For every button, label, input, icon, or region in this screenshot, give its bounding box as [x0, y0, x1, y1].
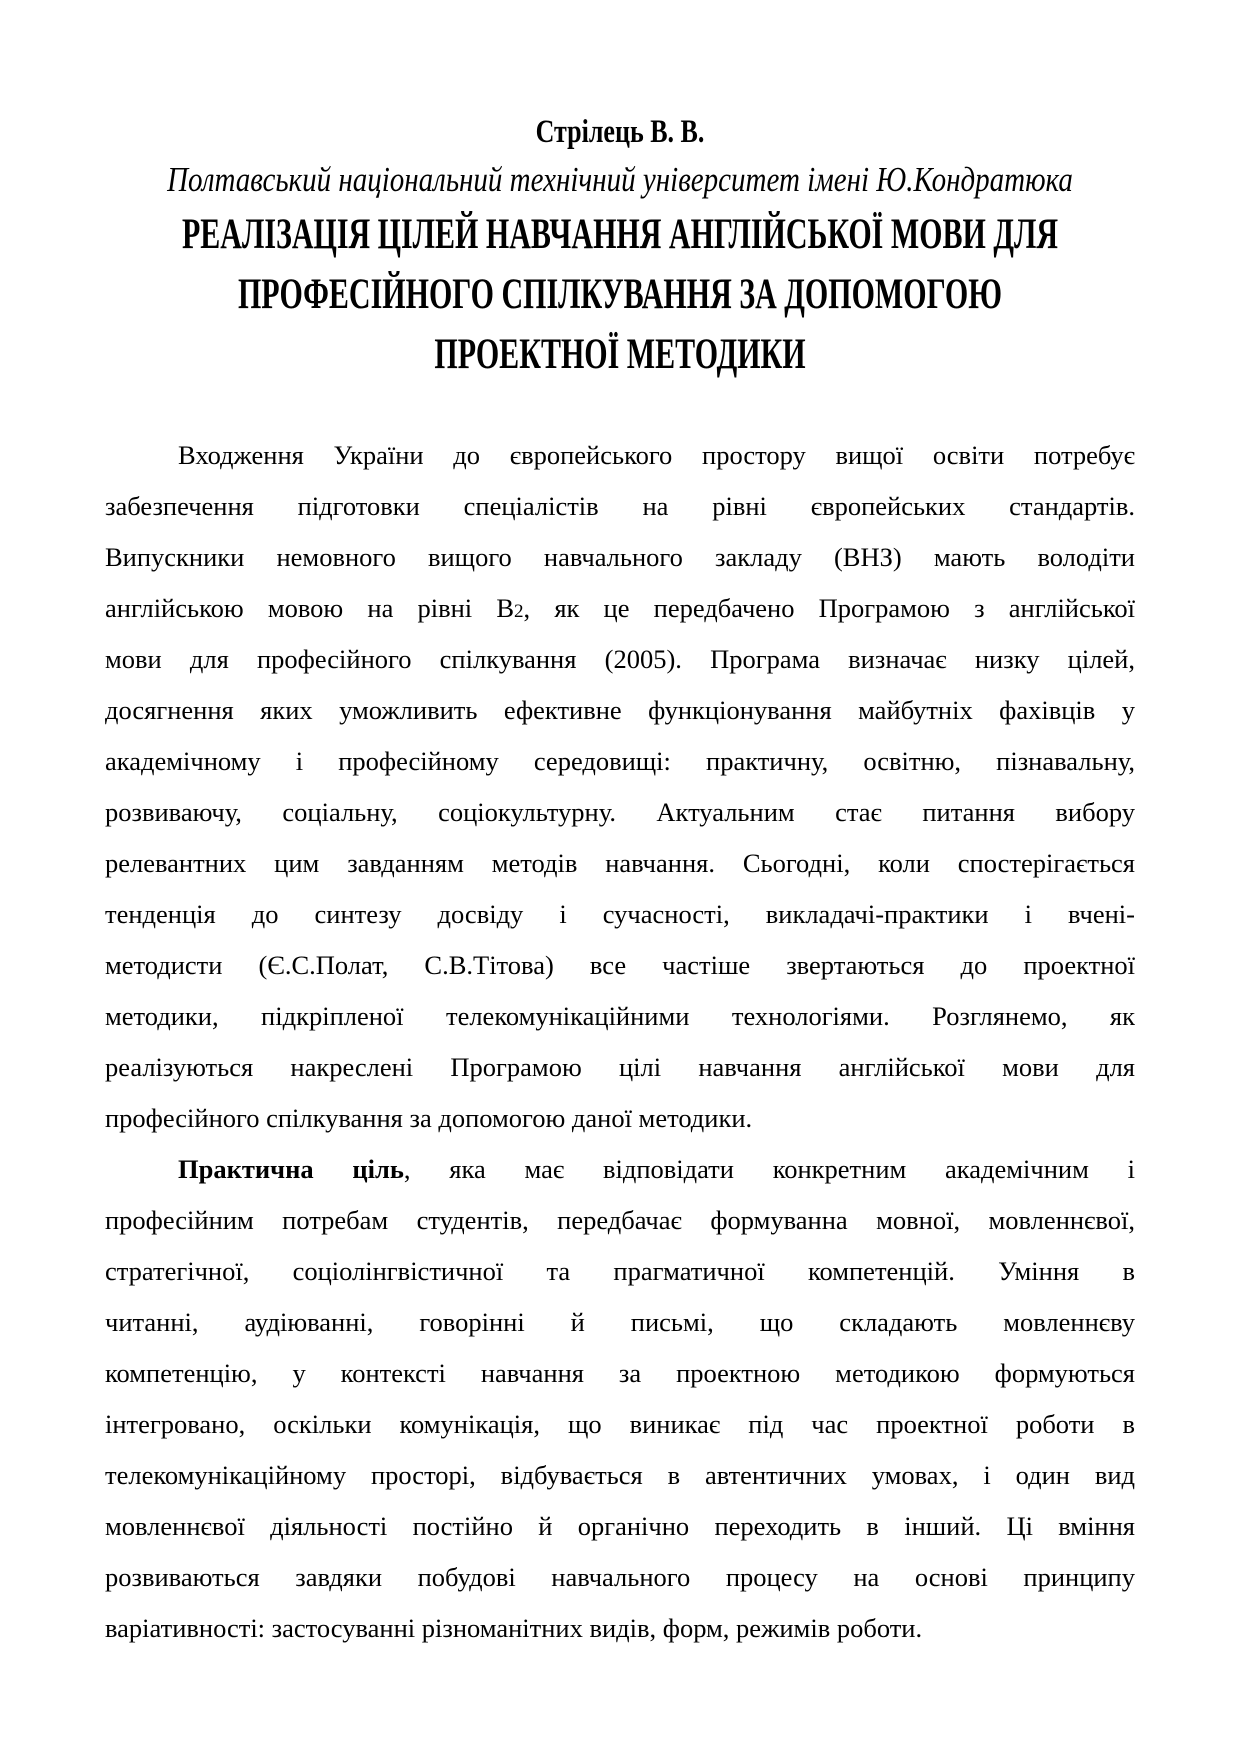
- body-line: [105, 1144, 1135, 1195]
- text-segment: тенденція до синтезу досвіду і сучасності, викладачі-практики і вчені-: [105, 899, 1135, 929]
- text-segment: професійним потребам студентів, передбачає формуванна мовної, мовленнєвої,: [105, 1205, 1135, 1235]
- text-segment: розвиваються завдяки побудові навчального процесу на основі принципу: [105, 1562, 1135, 1592]
- body-line: [105, 532, 1135, 583]
- body-line: [105, 1246, 1135, 1297]
- title-line-1: РЕАЛІЗАЦІЯ ЦІЛЕЙ НАВЧАННЯ АНГЛІЙСЬКОЇ МОВИ ДЛЯ: [181, 210, 1059, 259]
- text-segment: англійською мовою на рівні В: [105, 593, 514, 623]
- body-line: [105, 481, 1135, 532]
- text-segment: , як це передбачено Програмою з англійської: [523, 593, 1135, 623]
- text-segment: 2: [514, 601, 524, 622]
- body-line: [105, 736, 1135, 787]
- text-segment: стратегічної, соціолінгвістичної та прагматичної компетенцій. Уміння в: [105, 1256, 1135, 1286]
- text-segment: розвиваючу, соціальну, соціокультурну. Актуальним стає питання вибору: [105, 797, 1135, 827]
- text-segment: інтегровано, оскільки комунікація, що виникає під час проектної роботи в: [105, 1409, 1135, 1439]
- text-segment: методики, підкріпленої телекомунікаційними технологіями. Розглянемо, як: [105, 1001, 1135, 1031]
- body-line: [105, 1093, 1135, 1144]
- paragraph: [105, 1144, 1135, 1654]
- title-line-3: ПРОЕКТНОЇ МЕТОДИКИ: [434, 330, 806, 379]
- body-line: [105, 430, 1135, 481]
- body-line: [105, 787, 1135, 838]
- text-segment: досягнення яких уможливить ефективне функціонування майбутніх фахівців у: [105, 695, 1135, 725]
- body-line: [105, 1552, 1135, 1603]
- text-segment: методисти (Є.С.Полат, С.В.Тітова) все частіше звертаються до проектної: [105, 950, 1135, 980]
- text-segment: варіативності: застосуванні різноманітних видів, форм, режимів роботи.: [105, 1613, 923, 1643]
- document-body: [105, 430, 1135, 1654]
- text-segment: релевантних цим завданням методів навчання. Сьогодні, коли спостерігається: [105, 848, 1135, 878]
- body-line: [105, 940, 1135, 991]
- body-line: [105, 1042, 1135, 1093]
- article-title: [105, 205, 1135, 385]
- body-line: [105, 1501, 1135, 1552]
- body-line: [105, 1399, 1135, 1450]
- author-line: Стрілець В. В.: [535, 113, 705, 150]
- body-line: [105, 991, 1135, 1042]
- text-segment: мовленнєвої діяльності постійно й органічно переходить в інший. Ці вміння: [105, 1511, 1135, 1541]
- text-segment: професійного спілкування за допомогою даної методики.: [105, 1103, 753, 1133]
- text-segment: , яка має відповідати конкретним академічним і: [403, 1154, 1135, 1184]
- body-line: [105, 634, 1135, 685]
- text-segment: читанні, аудіюванні, говорінні й письмі, що складають мовленнєву: [105, 1307, 1135, 1337]
- text-segment: мови для професійного спілкування (2005). Програма визначає низку цілей,: [105, 644, 1135, 674]
- body-line: [105, 889, 1135, 940]
- text-segment: академічному і професійному середовищі: практичну, освітню, пізнавальну,: [105, 746, 1135, 776]
- body-line: [105, 1450, 1135, 1501]
- body-line: [105, 583, 1135, 634]
- bold-text: Практична ціль: [178, 1154, 404, 1184]
- body-line: [105, 1603, 1135, 1654]
- text-segment: реалізуються накреслені Програмою цілі навчання англійської мови для: [105, 1052, 1135, 1082]
- text-segment: Входження України до європейського простору вищої освіти потребує: [178, 440, 1135, 470]
- body-line: [105, 685, 1135, 736]
- title-line-2: ПРОФЕСІЙНОГО СПІЛКУВАННЯ ЗА ДОПОМОГОЮ: [237, 270, 1003, 319]
- text-segment: Випускники немовного вищого навчального закладу (ВНЗ) мають володіти: [105, 542, 1135, 572]
- body-line: [105, 1348, 1135, 1399]
- text-segment: компетенцію, у контексті навчання за проектною методикою формуються: [105, 1358, 1135, 1388]
- body-line: [105, 1195, 1135, 1246]
- text-segment: телекомунікаційному просторі, відбувається в автентичних умовах, і один вид: [105, 1460, 1135, 1490]
- text-segment: забезпечення підготовки спеціалістів на рівні європейських стандартів.: [105, 491, 1135, 521]
- institution-line: Полтавський національний технічний університет імені Ю.Кондратюка: [167, 160, 1073, 200]
- body-line: [105, 838, 1135, 889]
- body-line: [105, 1297, 1135, 1348]
- paragraph: [105, 430, 1135, 1144]
